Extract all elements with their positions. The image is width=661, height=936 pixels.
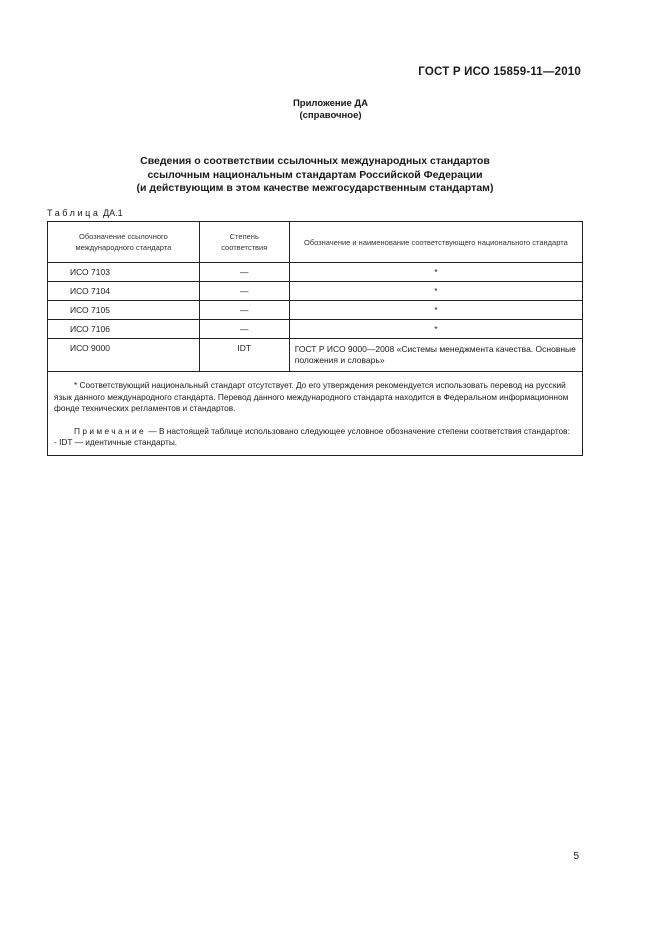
cell-national: * [289, 301, 582, 320]
cell-designation: ИСО 7103 [48, 263, 200, 282]
cell-designation: ИСО 7104 [48, 282, 200, 301]
header-degree: Степень соответствия [199, 222, 289, 263]
cell-national: * [289, 282, 582, 301]
title-line: (и действующим в этом качестве межгосударственным стандартам) [136, 182, 494, 194]
table-footnote: * Соответствующий национальный стандарт отсутствует. До его утверждения рекомендуется использовать перевод на русский язык данного международного стандарта. Перевод данного международного стандарта находится в Федеральном информационном фонде технических регламентов и стандартов. [54, 380, 569, 413]
cell-designation: ИСО 9000 [48, 339, 200, 372]
table-caption-id: ДА.1 [103, 208, 123, 218]
cell-national: ГОСТ Р ИСО 9000—2008 «Системы менеджмента качества. Основные положения и словарь» [289, 339, 582, 372]
table-caption [47, 208, 123, 218]
cell-degree: IDT [199, 339, 289, 372]
table-notes [48, 372, 583, 456]
cell-degree: — [199, 320, 289, 339]
cell-designation: ИСО 7105 [48, 301, 200, 320]
header-designation: Обозначение ссылочного международного стандарта [48, 222, 200, 263]
note-text: — В настоящей таблице использовано следующее условное обозначение степени соответствия стандартов: [148, 425, 570, 436]
title-line: ссылочным национальным стандартам Российской Федерации [147, 168, 483, 181]
page-number: 5 [573, 851, 579, 862]
cell-designation: ИСО 7106 [48, 320, 200, 339]
appendix-main-title [0, 155, 630, 196]
cell-degree: — [199, 282, 289, 301]
appendix-title: Приложение ДА [292, 98, 369, 109]
header-national: Обозначение и наименование соответствующего национального стандарта [289, 222, 582, 263]
cell-national: * [289, 263, 582, 282]
appendix-heading [0, 98, 661, 122]
cell-national: * [289, 320, 582, 339]
table-header-row [48, 222, 583, 263]
note-item: - IDT — идентичные стандарты. [54, 437, 178, 447]
table-row [48, 339, 583, 372]
cell-degree: — [199, 263, 289, 282]
document-code: ГОСТ Р ИСО 15859-11—2010 [418, 66, 581, 78]
table-row [48, 301, 583, 320]
appendix-subtitle: (справочное) [299, 110, 362, 121]
table-row [48, 263, 583, 282]
table-row [48, 282, 583, 301]
table-notes-row [48, 372, 583, 456]
table-caption-word: Таблица [47, 208, 101, 218]
table-note [54, 426, 576, 438]
correspondence-table [47, 221, 583, 456]
note-label: Примечание [74, 425, 147, 436]
title-line: Сведения о соответствии ссылочных международных стандартов [140, 155, 490, 167]
table-row [48, 320, 583, 339]
cell-degree: — [199, 301, 289, 320]
